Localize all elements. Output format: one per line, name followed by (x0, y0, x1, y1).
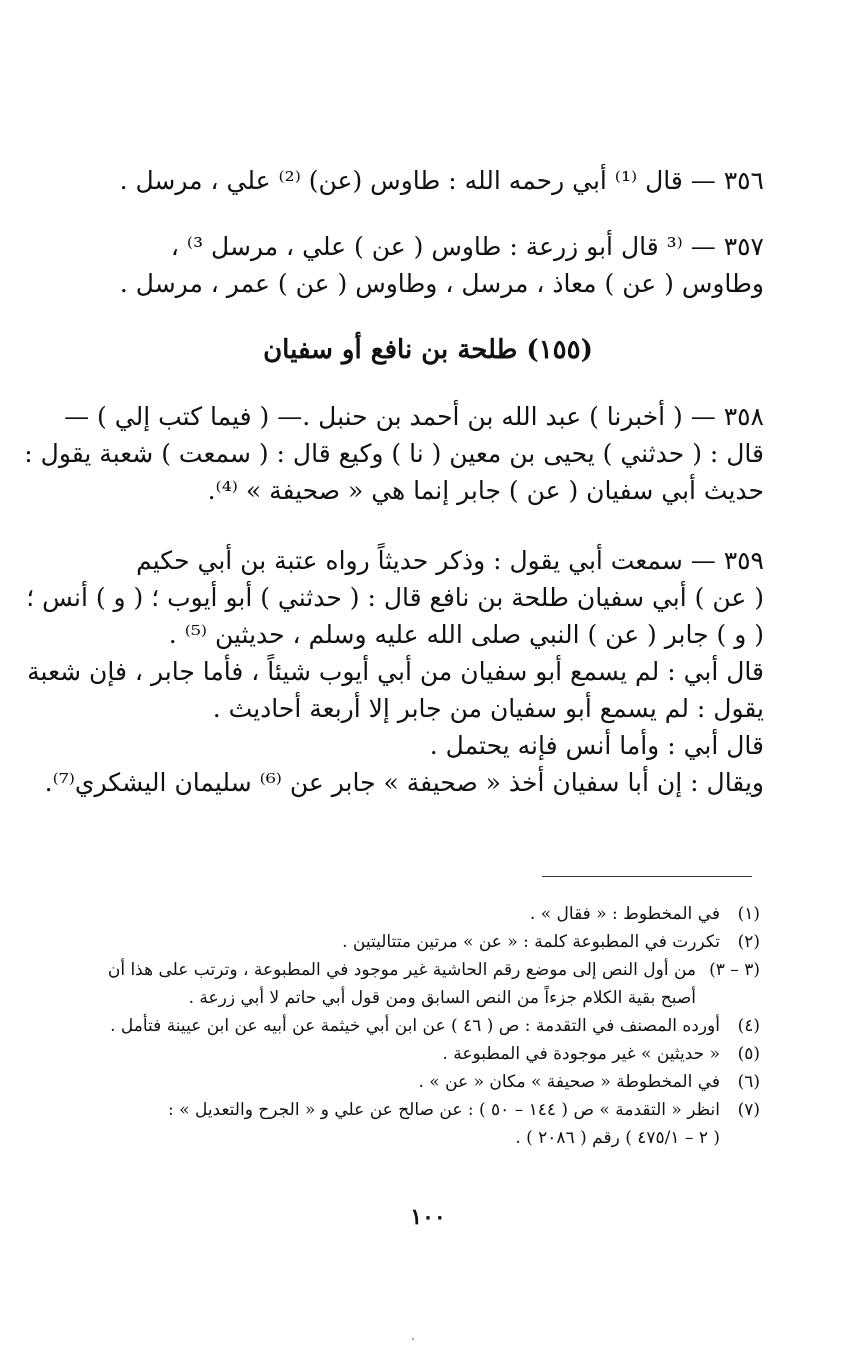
text-line: ٣٥٩ — سمعت أبي يقول : وذكر حديثاً رواه عتبة بن أبي حكيم (136, 546, 764, 575)
footnote-line: أصبح بقية الكلام جزءاً من النص السابق ومن قول أبي حاتم لا أبي زرعة . (188, 988, 696, 1008)
footnote-2 (100, 928, 760, 956)
text-line: ( و ) جابر ( عن ) النبي صلى الله عليه وسلم ، حديثين ⁽⁵⁾ . (168, 620, 764, 649)
entry-358 (24, 398, 764, 509)
text-line: ( عن ) أبي سفيان طلحة بن نافع قال : ( حدثني ) أبو أيوب ؛ ( و ) أنس ؛ (26, 583, 764, 612)
footnote-3 (100, 956, 760, 1012)
footnote-6 (100, 1068, 760, 1096)
footnote-4 (100, 1012, 760, 1040)
entry-359 (26, 542, 764, 801)
section-heading: (١٥٥) طلحة بن نافع أو سفيان (263, 335, 593, 365)
footnote-number: (٤) (737, 1016, 760, 1036)
footnote-text (100, 1012, 720, 1040)
text-line: ويقال : إن أبا سفيان أخذ « صحيفة » جابر عن ⁽⁶⁾ سليمان اليشكري⁽⁷⁾. (44, 768, 764, 797)
footnotes (100, 900, 760, 1152)
footnote-7 (100, 1096, 760, 1152)
text-line: ٣٥٧ — ⁽³ قال أبو زرعة : طاوس ( عن ) علي ، مرسل ³⁾ ، (170, 232, 764, 261)
footnote-text (100, 1040, 720, 1068)
text-line: وطاوس ( عن ) معاذ ، مرسل ، وطاوس ( عن ) عمر ، مرسل . (119, 269, 764, 298)
text-line: ٣٥٨ — ( أخبرنا ) عبد الله بن أحمد بن حنبل .— ( فيما كتب إلي ) — (64, 402, 764, 431)
text-line: ٣٥٦ — قال ⁽¹⁾ أبي رحمه الله : طاوس (عن) ⁽²⁾ علي ، مرسل . (119, 166, 764, 195)
text-line: قال أبي : لم يسمع أبو سفيان من أبي أيوب شيئاً ، فأما جابر ، فإن شعبة (27, 657, 764, 686)
footnote-line: في المخطوطة « صحيفة » مكان « عن » . (418, 1072, 720, 1092)
page-number: ١٠٠ (410, 1204, 446, 1230)
footnote-number: (٧) (737, 1100, 760, 1120)
footnote-text (100, 1096, 720, 1152)
footnote-text (100, 956, 696, 1012)
footnote-number: (٢) (737, 932, 760, 952)
entry-356 (110, 162, 764, 199)
footnote-line: « حديثين » غير موجودة في المطبوعة . (442, 1044, 720, 1064)
footnote-separator (542, 876, 752, 877)
footnote-line: انظر « التقدمة » ص ( ١٤٤ – ٥٠ ) : عن صالح عن علي و « الجرح والتعديل » : (168, 1100, 720, 1120)
entry-357 (110, 228, 764, 302)
footnote-line: ( ٢ – ٤٧٥/١ ) رقم ( ٢٠٨٦ ) . (515, 1128, 720, 1148)
text-line: يقول : لم يسمع أبو سفيان من جابر إلا أربعة أحاديث . (212, 694, 764, 723)
footnote-number: (٥) (737, 1044, 760, 1064)
footnote-text (100, 900, 720, 928)
footnote-text (100, 928, 720, 956)
footnote-line: من أول النص إلى موضع رقم الحاشية غير موجود في المطبوعة ، وترتب على هذا أن (107, 960, 696, 980)
text-line: حديث أبي سفيان ( عن ) جابر إنما هي « صحيفة » ⁽⁴⁾. (207, 476, 764, 505)
footnote-5 (100, 1040, 760, 1068)
text-line: قال أبي : وأما أنس فإنه يحتمل . (429, 731, 764, 760)
footnote-number: (١) (737, 904, 760, 924)
footnote-line: أورده المصنف في التقدمة : ص ( ٤٦ ) عن ابن أبي خيثمة عن أبيه عن ابن عيينة فتأمل . (110, 1016, 720, 1036)
footnote-1 (100, 900, 760, 928)
footnote-text (100, 1068, 720, 1096)
footnote-line: في المخطوط : « فقال » . (529, 904, 720, 924)
footnote-line: تكررت في المطبوعة كلمة : « عن » مرتين متتاليتين . (342, 932, 720, 952)
text-line: قال : ( حدثني ) يحيى بن معين ( نا ) وكيع قال : ( سمعت ) شعبة يقول : (24, 439, 764, 468)
scan-speck (412, 1338, 414, 1340)
footnote-number: (٦) (737, 1072, 760, 1092)
footnote-number: (٣ – ٣) (709, 960, 760, 980)
